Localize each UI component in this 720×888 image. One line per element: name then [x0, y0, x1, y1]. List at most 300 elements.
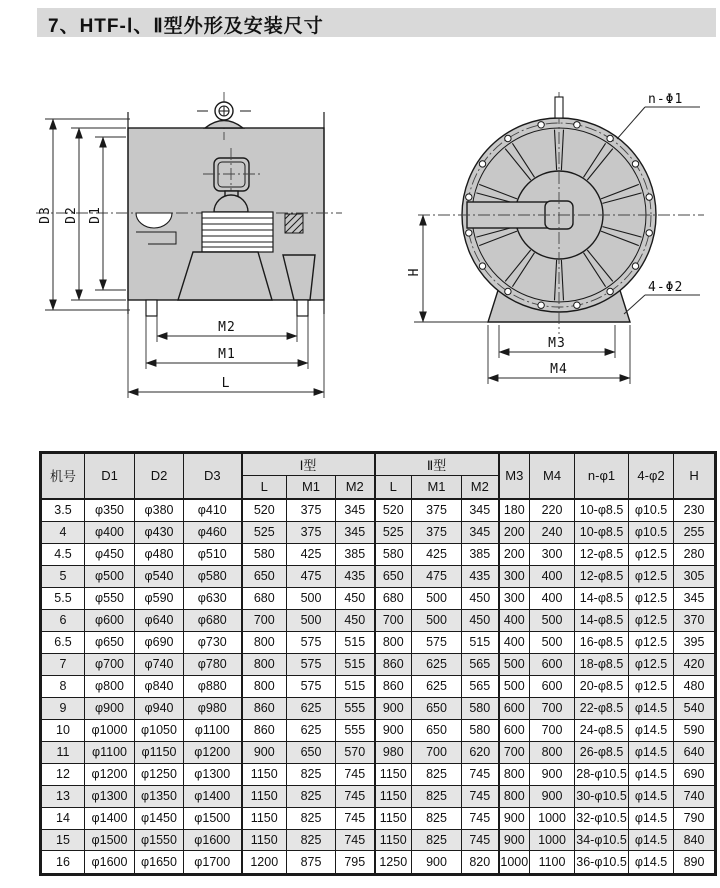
table-cell: φ1000 — [85, 719, 135, 741]
table-cell: φ12.5 — [629, 587, 674, 609]
table-cell: 375 — [287, 499, 336, 522]
table-cell: 500 — [499, 653, 530, 675]
table-cell: 300 — [530, 543, 575, 565]
svg-text:M2: M2 — [218, 320, 236, 335]
table-cell: 800 — [530, 741, 575, 763]
table-cell: 680 — [375, 587, 412, 609]
col-header-m4: M4 — [530, 453, 575, 499]
table-cell: 900 — [242, 741, 287, 763]
table-cell: φ12.5 — [629, 543, 674, 565]
table-cell: 700 — [499, 741, 530, 763]
svg-text:H: H — [407, 267, 422, 277]
svg-text:D3: D3 — [38, 206, 53, 224]
foot-right — [297, 300, 308, 316]
table-cell: 860 — [375, 653, 412, 675]
table-cell: 450 — [462, 609, 499, 631]
table-cell: 280 — [674, 543, 716, 565]
table-cell: φ1400 — [85, 807, 135, 829]
table-cell: 15 — [41, 829, 85, 851]
table-cell: 345 — [336, 521, 375, 543]
table-cell: φ1200 — [184, 741, 242, 763]
table-cell: 14-φ8.5 — [575, 587, 629, 609]
svg-text:M3: M3 — [548, 336, 566, 351]
table-cell: 1150 — [375, 807, 412, 829]
svg-text:D2: D2 — [64, 206, 79, 224]
table-cell: 12-φ8.5 — [575, 565, 629, 587]
table-row — [41, 587, 716, 609]
table-cell: 525 — [375, 521, 412, 543]
table-cell: 305 — [674, 565, 716, 587]
table-cell: 1150 — [242, 807, 287, 829]
motor — [202, 212, 273, 252]
table-cell: φ650 — [85, 631, 135, 653]
table-cell: φ14.5 — [629, 741, 674, 763]
table-cell: 565 — [462, 675, 499, 697]
table-cell: 570 — [336, 741, 375, 763]
table-cell: 575 — [287, 675, 336, 697]
table-cell: 220 — [530, 499, 575, 522]
table-cell: 200 — [499, 543, 530, 565]
table-cell: φ550 — [85, 587, 135, 609]
table-cell: 26-φ8.5 — [575, 741, 629, 763]
table-cell: 1000 — [530, 829, 575, 851]
table-cell: 18-φ8.5 — [575, 653, 629, 675]
table-cell: 625 — [412, 653, 462, 675]
svg-text:n-Φ1: n-Φ1 — [648, 92, 684, 107]
table-cell: φ1550 — [135, 829, 184, 851]
table-cell: 745 — [462, 763, 499, 785]
table-cell: 825 — [287, 807, 336, 829]
table-cell: φ1700 — [184, 851, 242, 875]
table-cell: φ14.5 — [629, 851, 674, 875]
table-row — [41, 565, 716, 587]
table-row — [41, 851, 716, 875]
dimension-table — [39, 451, 717, 876]
table-cell: φ10.5 — [629, 521, 674, 543]
table-cell: φ380 — [135, 499, 184, 522]
table-cell: 580 — [462, 697, 499, 719]
table-cell: 875 — [287, 851, 336, 875]
table-cell: 980 — [375, 741, 412, 763]
table-cell: 14 — [41, 807, 85, 829]
table-cell: 5.5 — [41, 587, 85, 609]
table-row — [41, 763, 716, 785]
col-header-d2: D2 — [135, 453, 184, 499]
table-cell: φ480 — [135, 543, 184, 565]
table-cell: 745 — [336, 807, 375, 829]
table-cell: 230 — [674, 499, 716, 522]
table-row — [41, 653, 716, 675]
col-header-machine-no: 机号 — [41, 453, 85, 499]
table-cell: 740 — [674, 785, 716, 807]
table-cell: 475 — [412, 565, 462, 587]
table-cell: φ14.5 — [629, 807, 674, 829]
table-cell: φ460 — [184, 521, 242, 543]
table-cell: 435 — [462, 565, 499, 587]
table-cell: φ1650 — [135, 851, 184, 875]
table-cell: 825 — [412, 785, 462, 807]
table-cell: 800 — [242, 631, 287, 653]
table-cell: φ800 — [85, 675, 135, 697]
table-cell: φ1450 — [135, 807, 184, 829]
section-title-bar — [37, 8, 716, 37]
motor-support — [178, 252, 272, 300]
table-cell: 600 — [530, 675, 575, 697]
table-cell: 520 — [242, 499, 287, 522]
table-cell: 515 — [336, 653, 375, 675]
side-view-drawing — [36, 92, 342, 398]
table-cell: 500 — [412, 587, 462, 609]
col-header-type2-m2: M2 — [462, 476, 499, 499]
table-cell: 34-φ10.5 — [575, 829, 629, 851]
table-cell: 575 — [287, 653, 336, 675]
table-cell: φ590 — [135, 587, 184, 609]
table-cell: 345 — [674, 587, 716, 609]
table-cell: 14-φ8.5 — [575, 609, 629, 631]
table-cell: φ740 — [135, 653, 184, 675]
page-title: 7、HTF-Ⅰ、Ⅱ型外形及安装尺寸 — [48, 16, 324, 37]
table-cell: φ12.5 — [629, 631, 674, 653]
table-row — [41, 741, 716, 763]
table-cell: 24-φ8.5 — [575, 719, 629, 741]
table-cell: 12 — [41, 763, 85, 785]
table-cell: 22-φ8.5 — [575, 697, 629, 719]
svg-text:M4: M4 — [550, 362, 568, 377]
table-row — [41, 499, 716, 522]
table-cell: 1250 — [375, 851, 412, 875]
table-cell: φ12.5 — [629, 565, 674, 587]
table-row — [41, 675, 716, 697]
table-cell: 385 — [462, 543, 499, 565]
table-cell: 3.5 — [41, 499, 85, 522]
table-cell: φ680 — [184, 609, 242, 631]
dimension-d1 — [88, 137, 126, 290]
table-cell: 640 — [674, 741, 716, 763]
svg-text:4-Φ2: 4-Φ2 — [648, 280, 684, 295]
table-cell: 900 — [499, 807, 530, 829]
table-cell: φ400 — [85, 521, 135, 543]
table-cell: 4.5 — [41, 543, 85, 565]
table-cell: 825 — [287, 829, 336, 851]
table-cell: 900 — [375, 697, 412, 719]
col-header-four-phi2: 4-φ2 — [629, 453, 674, 499]
table-cell: 1150 — [242, 785, 287, 807]
table-cell: 825 — [412, 763, 462, 785]
table-cell: 240 — [530, 521, 575, 543]
dimension-m3 — [499, 325, 615, 358]
table-cell: φ1300 — [184, 763, 242, 785]
table-cell: 5 — [41, 565, 85, 587]
table-cell: 500 — [530, 609, 575, 631]
table-cell: 800 — [499, 785, 530, 807]
table-cell: 11 — [41, 741, 85, 763]
table-cell: 28-φ10.5 — [575, 763, 629, 785]
table-cell: 345 — [336, 499, 375, 522]
technical-drawing — [0, 40, 720, 450]
table-cell: 820 — [462, 851, 499, 875]
table-cell: 16-φ8.5 — [575, 631, 629, 653]
table-cell: φ940 — [135, 697, 184, 719]
table-cell: 700 — [412, 741, 462, 763]
table-cell: 800 — [499, 763, 530, 785]
table-cell: 700 — [530, 697, 575, 719]
table-cell: 1150 — [375, 785, 412, 807]
table-cell: φ14.5 — [629, 763, 674, 785]
table-cell: 650 — [412, 719, 462, 741]
table-cell: 400 — [499, 609, 530, 631]
table-cell: 650 — [287, 741, 336, 763]
table-cell: φ14.5 — [629, 719, 674, 741]
table-cell: φ450 — [85, 543, 135, 565]
table-cell: 36-φ10.5 — [575, 851, 629, 875]
table-cell: 1000 — [530, 807, 575, 829]
table-cell: 30-φ10.5 — [575, 785, 629, 807]
front-view-drawing — [407, 92, 704, 384]
table-cell: 860 — [242, 719, 287, 741]
foot-left — [146, 300, 157, 316]
table-row — [41, 631, 716, 653]
table-cell: 700 — [242, 609, 287, 631]
col-header-d1: D1 — [85, 453, 135, 499]
table-cell: φ630 — [184, 587, 242, 609]
table-cell: 435 — [336, 565, 375, 587]
table-cell: 300 — [499, 565, 530, 587]
col-header-type2: Ⅱ型 — [375, 453, 499, 476]
table-row — [41, 697, 716, 719]
table-cell: 425 — [287, 543, 336, 565]
table-row — [41, 609, 716, 631]
table-cell: 450 — [462, 587, 499, 609]
callout-four-phi2 — [624, 280, 700, 314]
svg-text:M1: M1 — [218, 347, 236, 362]
table-cell: φ1500 — [85, 829, 135, 851]
table-cell: 900 — [530, 785, 575, 807]
table-cell: φ1100 — [184, 719, 242, 741]
table-cell: 345 — [462, 499, 499, 522]
table-cell: φ1400 — [184, 785, 242, 807]
table-cell: 900 — [412, 851, 462, 875]
table-cell: φ1200 — [85, 763, 135, 785]
table-cell: 200 — [499, 521, 530, 543]
table-cell: 450 — [336, 609, 375, 631]
table-cell: 370 — [674, 609, 716, 631]
table-cell: 475 — [287, 565, 336, 587]
table-cell: 745 — [462, 807, 499, 829]
table-cell: 575 — [412, 631, 462, 653]
table-cell: φ780 — [184, 653, 242, 675]
col-header-type2-l: L — [375, 476, 412, 499]
col-header-m3: M3 — [499, 453, 530, 499]
callout-n-phi1 — [617, 92, 700, 139]
table-cell: 450 — [336, 587, 375, 609]
table-cell: 900 — [499, 829, 530, 851]
table-cell: φ980 — [184, 697, 242, 719]
table-cell: 620 — [462, 741, 499, 763]
table-cell: 690 — [674, 763, 716, 785]
table-cell: 12-φ8.5 — [575, 543, 629, 565]
table-cell: 500 — [499, 675, 530, 697]
table-cell: φ12.5 — [629, 675, 674, 697]
table-cell: 680 — [242, 587, 287, 609]
table-cell: 825 — [287, 785, 336, 807]
table-cell: φ1300 — [85, 785, 135, 807]
table-cell: 1200 — [242, 851, 287, 875]
top-lug — [555, 97, 563, 118]
table-cell: 13 — [41, 785, 85, 807]
table-cell: 1150 — [242, 763, 287, 785]
table-cell: 745 — [462, 785, 499, 807]
table-cell: φ1250 — [135, 763, 184, 785]
table-cell: 600 — [530, 653, 575, 675]
col-header-type2-m1: M1 — [412, 476, 462, 499]
table-cell: 800 — [242, 675, 287, 697]
table-cell: φ1350 — [135, 785, 184, 807]
table-cell: 395 — [674, 631, 716, 653]
table-cell: 625 — [287, 719, 336, 741]
table-cell: 825 — [412, 829, 462, 851]
table-cell: φ14.5 — [629, 829, 674, 851]
table-cell: 700 — [530, 719, 575, 741]
table-cell: 7 — [41, 653, 85, 675]
table-cell: 1150 — [242, 829, 287, 851]
table-cell: 580 — [462, 719, 499, 741]
col-header-type1-m2: M2 — [336, 476, 375, 499]
table-cell: 1150 — [375, 829, 412, 851]
table-cell: 500 — [287, 609, 336, 631]
table-cell: 825 — [412, 807, 462, 829]
table-cell: 10-φ8.5 — [575, 499, 629, 522]
table-cell: φ690 — [135, 631, 184, 653]
table-cell: 555 — [336, 697, 375, 719]
table-cell: 860 — [375, 675, 412, 697]
table-cell: φ1050 — [135, 719, 184, 741]
table-cell: 1000 — [499, 851, 530, 875]
table-cell: 840 — [674, 829, 716, 851]
table-cell: 890 — [674, 851, 716, 875]
table-cell: 515 — [336, 631, 375, 653]
table-cell: 790 — [674, 807, 716, 829]
table-cell: 700 — [375, 609, 412, 631]
table-cell: φ510 — [184, 543, 242, 565]
table-cell: 4 — [41, 521, 85, 543]
table-cell: φ430 — [135, 521, 184, 543]
col-header-d3: D3 — [184, 453, 242, 499]
dimension-d3 — [38, 119, 130, 310]
table-cell: φ1150 — [135, 741, 184, 763]
table-cell: 400 — [499, 631, 530, 653]
table-cell: φ1600 — [85, 851, 135, 875]
table-cell: 520 — [375, 499, 412, 522]
table-cell: φ12.5 — [629, 653, 674, 675]
table-cell: 900 — [375, 719, 412, 741]
table-cell: φ540 — [135, 565, 184, 587]
table-cell: 555 — [336, 719, 375, 741]
table-cell: 565 — [462, 653, 499, 675]
table-cell: φ880 — [184, 675, 242, 697]
table-cell: 650 — [242, 565, 287, 587]
table-cell: 795 — [336, 851, 375, 875]
table-cell: 525 — [242, 521, 287, 543]
table-cell: φ14.5 — [629, 697, 674, 719]
table-cell: 800 — [375, 631, 412, 653]
table-cell: 650 — [375, 565, 412, 587]
table-row — [41, 521, 716, 543]
table-cell: 650 — [412, 697, 462, 719]
svg-text:L: L — [221, 376, 231, 391]
table-cell: 515 — [462, 631, 499, 653]
col-header-h: H — [674, 453, 716, 499]
table-cell: 745 — [336, 785, 375, 807]
table-cell: 500 — [287, 587, 336, 609]
table-cell: 625 — [412, 675, 462, 697]
table-cell: 590 — [674, 719, 716, 741]
table-cell: 580 — [375, 543, 412, 565]
table-cell: 600 — [499, 697, 530, 719]
table-row — [41, 719, 716, 741]
table-cell: 300 — [499, 587, 530, 609]
table-cell: φ1500 — [184, 807, 242, 829]
table-cell: φ350 — [85, 499, 135, 522]
table-cell: 1100 — [530, 851, 575, 875]
table-cell: 480 — [674, 675, 716, 697]
table-cell: φ700 — [85, 653, 135, 675]
table-cell: 580 — [242, 543, 287, 565]
table-cell: 745 — [336, 763, 375, 785]
svg-text:D1: D1 — [88, 206, 103, 224]
table-cell: 425 — [412, 543, 462, 565]
table-cell: 500 — [530, 631, 575, 653]
table-cell: φ580 — [184, 565, 242, 587]
table-cell: φ730 — [184, 631, 242, 653]
table-cell: 745 — [462, 829, 499, 851]
table-cell: 860 — [242, 697, 287, 719]
table-cell: φ12.5 — [629, 609, 674, 631]
table-cell: 32-φ10.5 — [575, 807, 629, 829]
table-cell: 10-φ8.5 — [575, 521, 629, 543]
table-cell: φ10.5 — [629, 499, 674, 522]
table-cell: 625 — [287, 697, 336, 719]
table-row — [41, 785, 716, 807]
table-cell: 375 — [412, 499, 462, 522]
table-cell: 375 — [287, 521, 336, 543]
table-cell: 8 — [41, 675, 85, 697]
table-row — [41, 543, 716, 565]
table-cell: 16 — [41, 851, 85, 875]
table-cell: 20-φ8.5 — [575, 675, 629, 697]
table-cell: φ410 — [184, 499, 242, 522]
table-cell: 575 — [287, 631, 336, 653]
table-cell: 540 — [674, 697, 716, 719]
table-cell: 900 — [530, 763, 575, 785]
col-header-type1-m1: M1 — [287, 476, 336, 499]
table-cell: 10 — [41, 719, 85, 741]
col-header-type1-l: L — [242, 476, 287, 499]
table-cell: φ640 — [135, 609, 184, 631]
table-cell: 600 — [499, 719, 530, 741]
table-cell: φ900 — [85, 697, 135, 719]
table-cell: φ14.5 — [629, 785, 674, 807]
table-cell: 385 — [336, 543, 375, 565]
table-row — [41, 807, 716, 829]
table-cell: 6 — [41, 609, 85, 631]
table-cell: 515 — [336, 675, 375, 697]
table-cell: 6.5 — [41, 631, 85, 653]
table-cell: 9 — [41, 697, 85, 719]
table-cell: φ500 — [85, 565, 135, 587]
table-cell: 800 — [242, 653, 287, 675]
table-cell: 180 — [499, 499, 530, 522]
table-cell: 825 — [287, 763, 336, 785]
